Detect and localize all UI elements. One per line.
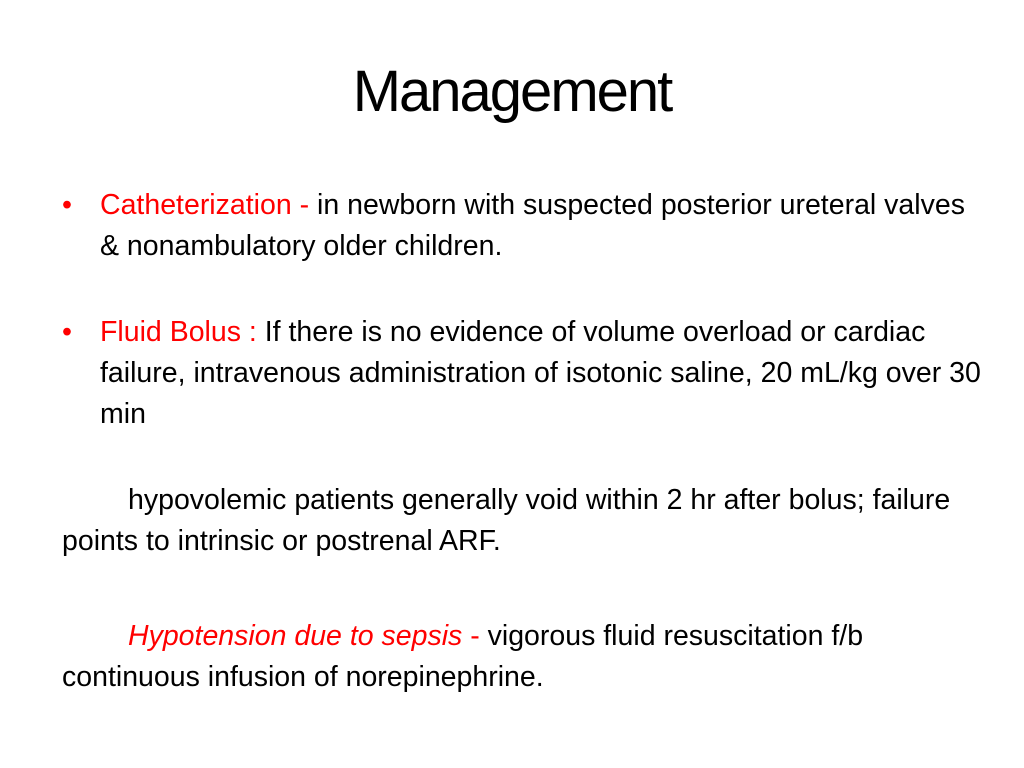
paragraph-lead: Hypotension due to sepsis xyxy=(128,620,463,652)
bullet-text xyxy=(100,185,990,267)
paragraph-body: vigorous fluid resuscitation f/b continuous infusion of norepinephrine. xyxy=(62,620,864,693)
paragraph-separator: - xyxy=(462,620,488,652)
bullet-lead: Fluid Bolus : xyxy=(100,316,265,348)
bullet-fluid-bolus xyxy=(62,312,1002,435)
paragraph-body: hypovolemic patients generally void within 2 hr after bolus; failure points to intrinsic or postrenal ARF. xyxy=(62,484,951,557)
paragraph-hypovolemic xyxy=(62,480,1002,562)
bullet-lead: Catheterization - xyxy=(100,189,318,221)
bullet-marker: • xyxy=(62,189,72,221)
paragraph-hypotension-sepsis xyxy=(62,616,1002,698)
bullet-body: in newborn with suspected posterior ureteral valves & nonambulatory older children. xyxy=(100,189,965,262)
slide-title: Management xyxy=(352,59,672,124)
bullet-text xyxy=(100,312,990,435)
bullet-body: If there is no evidence of volume overload or cardiac failure, intravenous administration of isotonic saline, 20 mL/kg over 30 min xyxy=(100,316,981,430)
bullet-marker: • xyxy=(62,316,72,348)
bullet-catheterization xyxy=(62,185,1002,267)
